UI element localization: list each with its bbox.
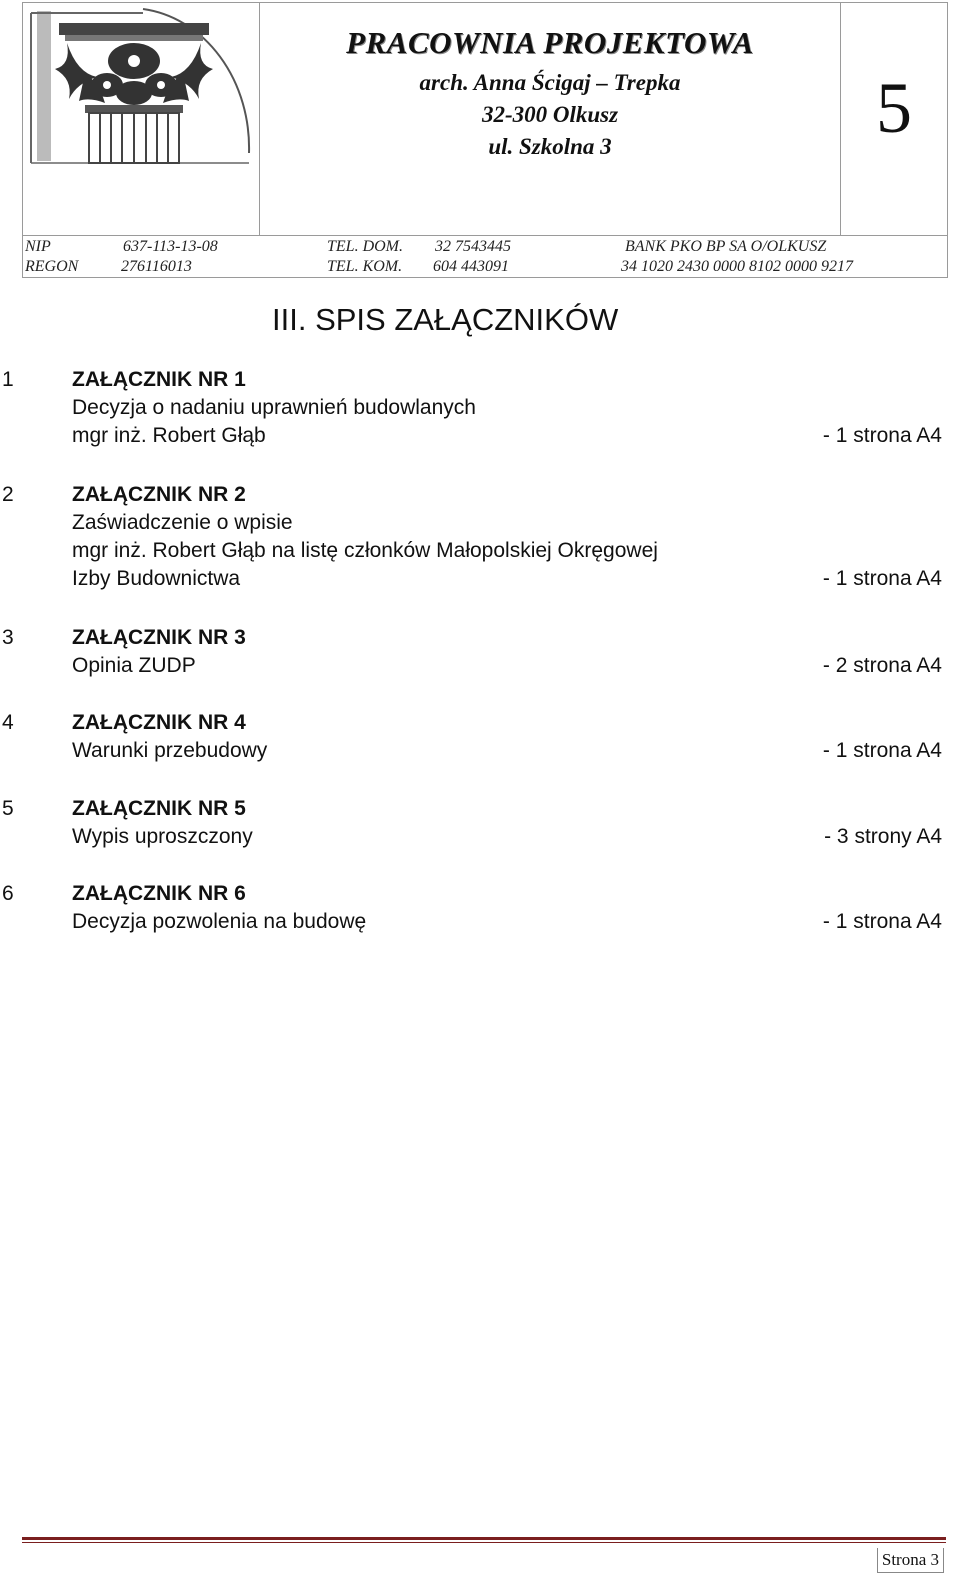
item-pages: - 1 strona A4 <box>822 567 942 590</box>
item-line: mgr inż. Robert Głąb na listę członków Małopolskiej Okręgowej <box>72 539 658 562</box>
item-number: 4 <box>2 711 14 734</box>
item-number: 6 <box>2 882 14 905</box>
item-line: Decyzja o nadaniu uprawnień budowlanych <box>72 396 476 419</box>
item-line: Warunki przebudowy <box>72 739 268 762</box>
item-heading: ZAŁĄCZNIK NR 4 <box>72 711 246 734</box>
tel-dom-label: TEL. DOM. <box>327 238 404 255</box>
item-pages: - 2 strona A4 <box>822 654 942 677</box>
item-heading: ZAŁĄCZNIK NR 6 <box>72 882 246 905</box>
bank-account: 34 1020 2430 0000 8102 0000 9217 <box>621 258 853 275</box>
item-line: Izby Budownictwa <box>72 567 241 590</box>
item-heading: ZAŁĄCZNIK NR 1 <box>72 368 246 391</box>
item-number: 2 <box>2 483 14 506</box>
nip-value: 637-113-13-08 <box>123 238 218 255</box>
item-pages: - 3 strony A4 <box>824 825 942 848</box>
firm-title-cell <box>260 3 840 235</box>
regon-value: 276116013 <box>121 258 192 275</box>
corinthian-column-logo-icon <box>23 3 259 235</box>
item-line: Wypis uproszczony <box>72 825 253 848</box>
item-line: mgr inż. Robert Głąb <box>72 424 266 447</box>
item-heading: ZAŁĄCZNIK NR 3 <box>72 626 246 649</box>
firm-name: PRACOWNIA PROJEKTOWA <box>346 25 754 60</box>
regon-label: REGON <box>25 258 79 275</box>
item-pages: - 1 strona A4 <box>822 424 942 447</box>
contact-rows <box>23 235 947 279</box>
bank-label: BANK PKO BP SA O/OLKUSZ <box>625 238 827 255</box>
tel-kom-label: TEL. KOM. <box>327 258 403 275</box>
footer-rule <box>22 1537 946 1540</box>
item-number: 5 <box>2 797 14 820</box>
architect-name: arch. Anna Ścigaj – Trepka <box>419 70 681 95</box>
page-number: Strona 3 <box>877 1548 944 1573</box>
city-line: 32-300 Olkusz <box>481 102 619 127</box>
volume-number-cell <box>840 3 947 235</box>
section-title: III. SPIS ZAŁĄCZNIKÓW <box>272 302 619 337</box>
document-header <box>22 2 948 278</box>
item-heading: ZAŁĄCZNIK NR 2 <box>72 483 246 506</box>
volume-number: 5 <box>876 68 912 148</box>
tel-dom-value: 32 7543445 <box>435 238 511 255</box>
footer-rule-thin <box>22 1542 946 1543</box>
item-line: Opinia ZUDP <box>72 654 196 677</box>
street-line: ul. Szkolna 3 <box>488 134 612 159</box>
tel-kom-value: 604 443091 <box>433 258 509 275</box>
item-line: Zaświadczenie o wpisie <box>72 511 293 534</box>
item-number: 1 <box>2 368 14 391</box>
nip-label: NIP <box>25 238 51 255</box>
item-pages: - 1 strona A4 <box>822 739 942 762</box>
item-number: 3 <box>2 626 14 649</box>
item-heading: ZAŁĄCZNIK NR 5 <box>72 797 246 820</box>
logo-cell <box>23 3 260 235</box>
item-pages: - 1 strona A4 <box>822 910 942 933</box>
item-line: Decyzja pozwolenia na budowę <box>72 910 367 933</box>
